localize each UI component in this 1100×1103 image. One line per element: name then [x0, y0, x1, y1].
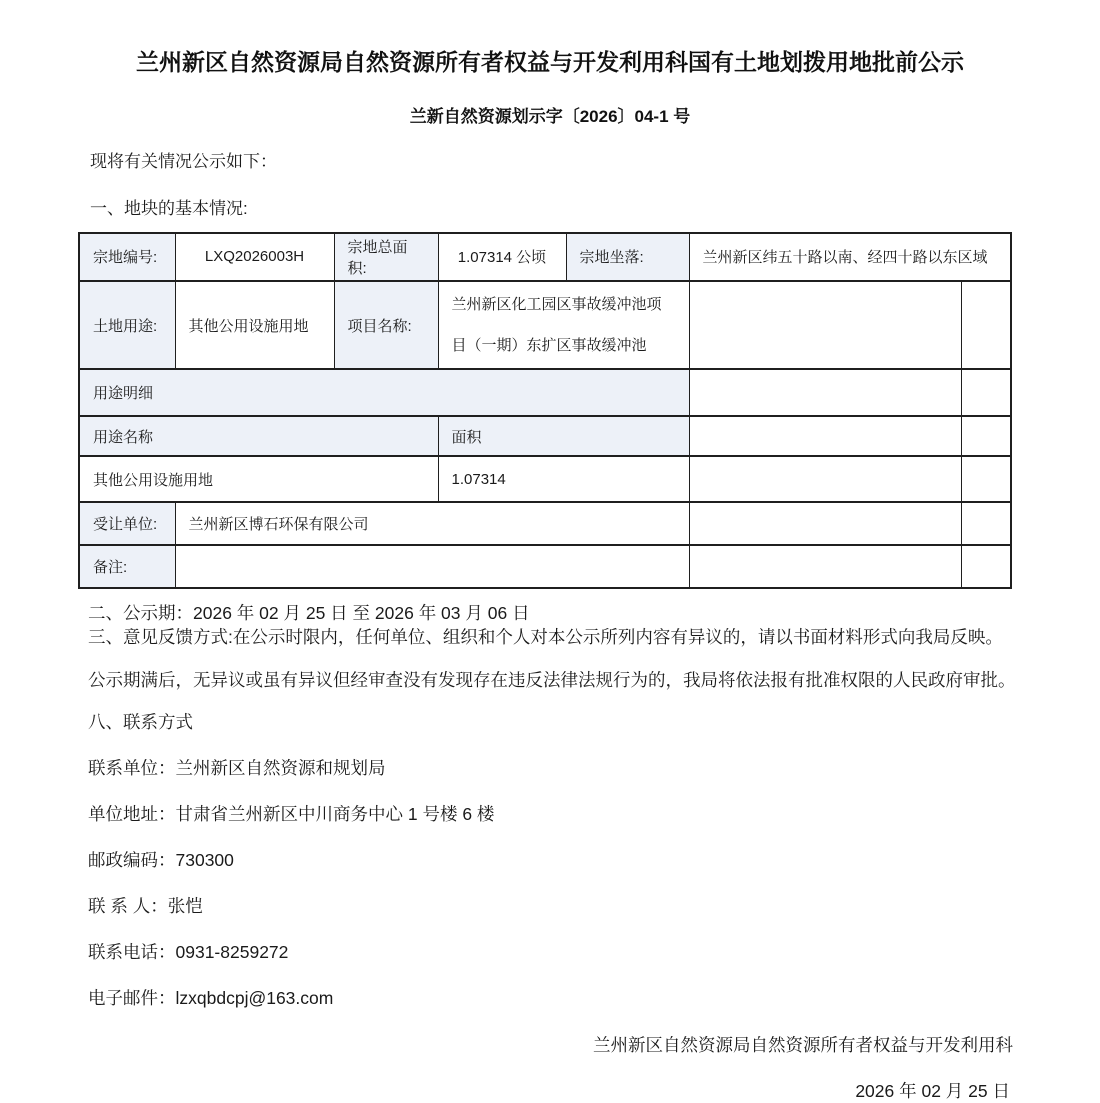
area-value-cell: 1.07314 [438, 456, 689, 502]
contact-postcode-value: 730300 [175, 850, 234, 871]
use-detail-label-cell: 用途明细 [79, 369, 689, 416]
remark-label-cell: 备注: [79, 545, 175, 588]
empty-cell [961, 456, 1011, 502]
empty-cell [961, 281, 1011, 370]
remark-value-cell [175, 545, 689, 588]
contact-phone-label: 联系电话： [88, 942, 176, 963]
empty-cell [689, 416, 961, 456]
page-title: 兰州新区自然资源局自然资源所有者权益与开发利用科国有土地划拨用地批前公示 [136, 49, 964, 75]
table-row [79, 456, 1011, 502]
contact-address-line [88, 801, 1100, 826]
publicity-period-line: 二、公示期：2026 年 02 月 25 日 至 2026 年 03 月 06 日 [88, 603, 530, 624]
table-row [79, 281, 1011, 370]
grantee-label-cell: 受让单位: [79, 502, 175, 545]
after-period-paragraph: 公示期满后，无异议或虽有异议但经审查没有发现存在违反法律法规行为的，我局将依法报有批准权限的人民政府审批。 [88, 670, 1016, 691]
total-area-label-cell: 宗地总面积: [334, 233, 438, 281]
parcel-no-value-cell: LXQ2026003H [175, 233, 334, 281]
intro-line: 现将有关情况公示如下： [90, 151, 277, 171]
table-row [79, 416, 1011, 456]
contact-heading: 八、联系方式 [88, 712, 193, 733]
contact-unit-label: 联系单位： [88, 758, 176, 779]
land-use-value-cell: 其他公用设施用地 [175, 281, 334, 370]
signature-department: 兰州新区自然资源局自然资源所有者权益与开发利用科 [593, 1035, 1013, 1056]
contact-address-value: 甘肃省兰州新区中川商务中心 1 号楼 6 楼 [175, 804, 495, 825]
total-area-value-cell: 1.07314 公顷 [438, 233, 566, 281]
contact-phone-line [88, 939, 1100, 964]
area-header-cell: 面积 [438, 416, 689, 456]
land-use-label-cell: 土地用途: [79, 281, 175, 370]
contact-email-label: 电子邮件： [88, 988, 176, 1009]
section1-heading: 一、地块的基本情况: [90, 198, 248, 218]
empty-cell [689, 502, 961, 545]
contact-postcode-label: 邮政编码： [88, 850, 176, 871]
table-row [79, 233, 1011, 281]
contact-unit-value: 兰州新区自然资源和规划局 [175, 758, 386, 779]
empty-cell [689, 545, 961, 588]
contact-person-value: 张恺 [167, 896, 203, 917]
table-row [79, 369, 1011, 416]
contact-postcode-line [88, 847, 1100, 872]
empty-cell [961, 416, 1011, 456]
empty-cell [961, 369, 1011, 416]
use-name-value-cell: 其他公用设施用地 [79, 456, 438, 502]
signature-date: 2026 年 02 月 25 日 [855, 1081, 1010, 1102]
use-name-header-cell: 用途名称 [79, 416, 438, 456]
empty-cell [689, 369, 961, 416]
contact-phone-value: 0931-8259272 [175, 942, 289, 963]
empty-cell [961, 502, 1011, 545]
table-row [79, 545, 1011, 588]
location-value-cell: 兰州新区纬五十路以南、经四十路以东区域 [689, 233, 1011, 281]
doc-number: 兰新自然资源划示字〔2026〕04-1 号 [409, 106, 691, 126]
project-name-value-cell: 兰州新区化工园区事故缓冲池项目（一期）东扩区事故缓冲池 [438, 281, 689, 370]
contact-address-label: 单位地址： [88, 804, 176, 825]
contact-unit-line [88, 755, 1100, 780]
contact-email-value: lzxqbdcpj@163.com [175, 988, 334, 1009]
table-row [79, 502, 1011, 545]
empty-cell [689, 456, 961, 502]
grantee-value-cell: 兰州新区博石环保有限公司 [175, 502, 689, 545]
parcel-info-table [78, 232, 1012, 590]
parcel-no-label-cell: 宗地编号: [79, 233, 175, 281]
empty-cell [689, 281, 961, 370]
feedback-line: 三、意见反馈方式:在公示时限内，任何单位、组织和个人对本公示所列内容有异议的，请以书面材料形式向我局反映。 [88, 626, 1003, 647]
empty-cell [961, 545, 1011, 588]
location-label-cell: 宗地坐落: [566, 233, 689, 281]
project-label-cell: 项目名称: [334, 281, 438, 370]
contact-person-label: 联 系 人： [88, 896, 168, 917]
contact-person-line [88, 893, 1100, 918]
contact-email-line [88, 985, 1100, 1010]
